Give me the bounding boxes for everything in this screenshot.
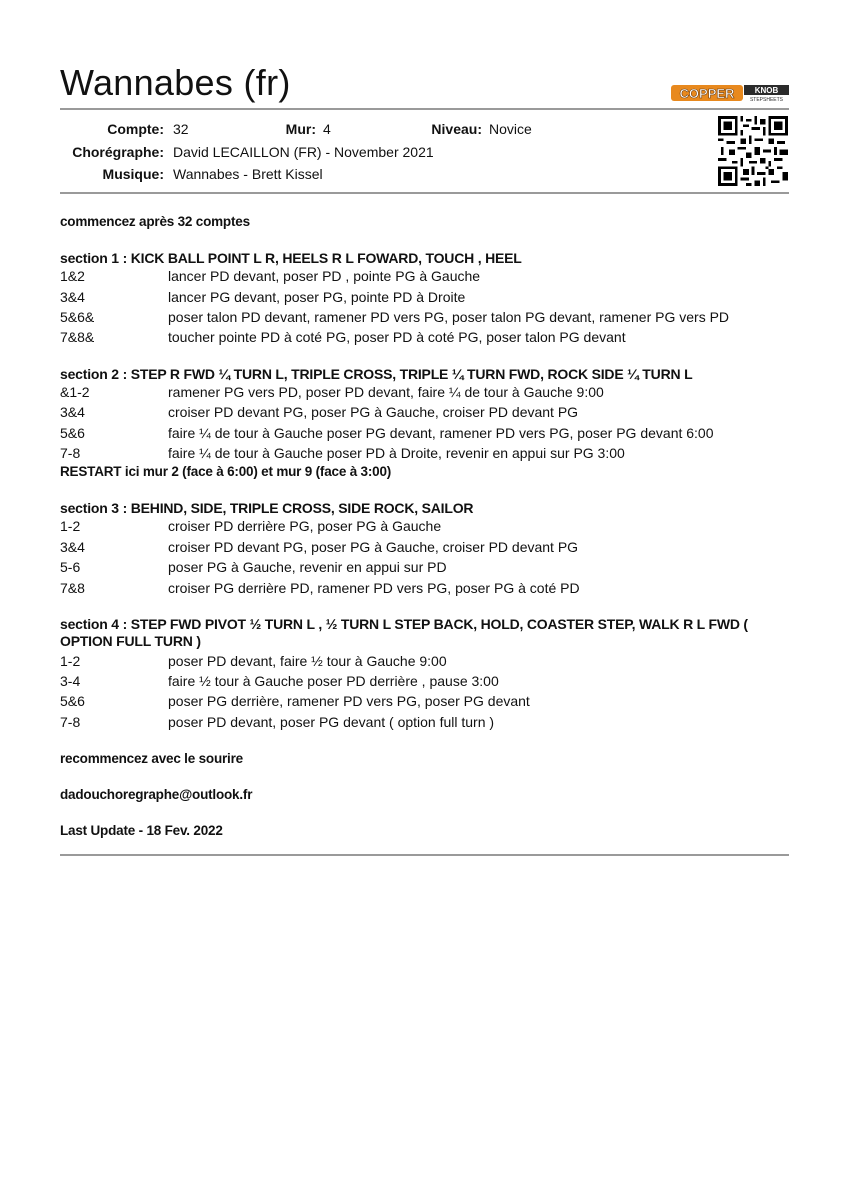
- mur-label: Mur:: [285, 121, 316, 137]
- copperknob-logo: [671, 83, 789, 103]
- compte-value: 32: [173, 121, 189, 137]
- step-count: 5&6&: [60, 309, 95, 325]
- section-4-title: section 4 : STEP FWD PIVOT ½ TURN L , ½ TURN L STEP BACK, HOLD, COASTER STEP, WALK R L FWD ( OPTION FULL TURN ): [60, 616, 748, 649]
- niveau-value: Novice: [489, 121, 532, 137]
- contact-email[interactable]: dadouchoregraphe@outlook.fr: [60, 787, 253, 802]
- step-row: [60, 559, 790, 579]
- step-count: 1-2: [60, 518, 81, 534]
- step-desc: croiser PD derrière PG, poser PG à Gauche: [168, 518, 442, 534]
- step-desc: poser PG derrière, ramener PD vers PG, poser PG devant: [168, 693, 530, 709]
- footer-rule: [60, 854, 789, 856]
- step-row: [60, 384, 790, 404]
- step-row: [60, 693, 790, 713]
- step-count: 7-8: [60, 445, 81, 461]
- step-count: 7&8&: [60, 329, 95, 345]
- step-desc: poser PG à Gauche, revenir en appui sur PD: [168, 559, 447, 575]
- step-desc: poser PD devant, poser PG devant ( option full turn ): [168, 714, 495, 730]
- step-desc: faire ½ tour à Gauche poser PD derrière , pause 3:00: [168, 673, 499, 689]
- step-row: [60, 673, 790, 693]
- step-desc: croiser PD devant PG, poser PG à Gauche, croiser PD devant PG: [168, 404, 579, 420]
- step-count: &1-2: [60, 384, 90, 400]
- niveau-label: Niveau:: [431, 121, 482, 137]
- last-update: Last Update - 18 Fev. 2022: [60, 823, 223, 838]
- step-desc: lancer PD devant, poser PD , pointe PG à Gauche: [168, 268, 481, 284]
- step-row: [60, 289, 790, 309]
- step-count: 3-4: [60, 673, 81, 689]
- header-rule: [60, 108, 789, 110]
- step-row: [60, 653, 790, 673]
- step-desc: croiser PG derrière PD, ramener PD vers PG, poser PG à coté PD: [168, 580, 580, 596]
- step-count: 3&4: [60, 539, 85, 555]
- step-desc: croiser PD devant PG, poser PG à Gauche, croiser PD devant PG: [168, 539, 579, 555]
- step-count: 5&6: [60, 425, 85, 441]
- intro-line: commencez après 32 comptes: [60, 214, 250, 229]
- step-count: 1-2: [60, 653, 81, 669]
- step-row: [60, 268, 790, 288]
- choregraphe-label: Chorégraphe:: [72, 144, 164, 160]
- step-count: 3&4: [60, 289, 85, 305]
- logo-main-text: COPPER: [679, 86, 735, 101]
- logo-sub-text: STEPSHEETS: [749, 97, 784, 103]
- restart-note: RESTART ici mur 2 (face à 6:00) et mur 9 (face à 3:00): [60, 464, 392, 479]
- step-count: 5&6: [60, 693, 85, 709]
- step-row: [60, 404, 790, 424]
- step-desc: poser PD devant, faire ½ tour à Gauche 9:00: [168, 653, 447, 669]
- step-row: [60, 580, 790, 600]
- choregraphe-value: David LECAILLON (FR) - November 2021: [173, 144, 434, 160]
- section-1-title: section 1 : KICK BALL POINT L R, HEELS R L FOWARD, TOUCH , HEEL: [60, 250, 522, 266]
- step-count: 1&2: [60, 268, 85, 284]
- step-row: [60, 539, 790, 559]
- musique-value: Wannabes - Brett Kissel: [173, 166, 323, 182]
- step-row: [60, 518, 790, 538]
- section-2-title: section 2 : STEP R FWD ¼ TURN L, TRIPLE CROSS, TRIPLE ¼ TURN FWD, ROCK SIDE ¼ TURN L: [60, 366, 693, 382]
- step-desc: faire ¼ de tour à Gauche poser PD à Droite, revenir en appui sur PG 3:00: [168, 445, 625, 461]
- step-row: [60, 309, 790, 329]
- musique-label: Musique:: [102, 166, 164, 182]
- step-count: 7-8: [60, 714, 81, 730]
- section-3-title: section 3 : BEHIND, SIDE, TRIPLE CROSS, SIDE ROCK, SAILOR: [60, 500, 474, 516]
- meta-rule: [60, 192, 789, 194]
- step-desc: ramener PG vers PD, poser PD devant, faire ¼ de tour à Gauche 9:00: [168, 384, 604, 400]
- compte-label: Compte:: [107, 121, 164, 137]
- step-count: 7&8: [60, 580, 85, 596]
- qr-code: [718, 116, 788, 186]
- logo-side-text: KNOB: [754, 86, 779, 95]
- step-desc: toucher pointe PD à coté PG, poser PD à coté PG, poser talon PG devant: [168, 329, 626, 345]
- closing-line: recommencez avec le sourire: [60, 751, 243, 766]
- step-row: [60, 425, 790, 445]
- step-count: 3&4: [60, 404, 85, 420]
- page-title: Wannabes (fr): [60, 62, 291, 103]
- step-row: [60, 445, 790, 465]
- step-desc: poser talon PD devant, ramener PD vers PG, poser talon PG devant, ramener PG vers PD: [168, 309, 730, 325]
- step-desc: lancer PG devant, poser PG, pointe PD à Droite: [168, 289, 466, 305]
- step-row: [60, 329, 790, 349]
- mur-value: 4: [323, 121, 331, 137]
- step-count: 5-6: [60, 559, 81, 575]
- step-desc: faire ¼ de tour à Gauche poser PG devant, ramener PD vers PG, poser PG devant 6:00: [168, 425, 714, 441]
- step-row: [60, 714, 790, 734]
